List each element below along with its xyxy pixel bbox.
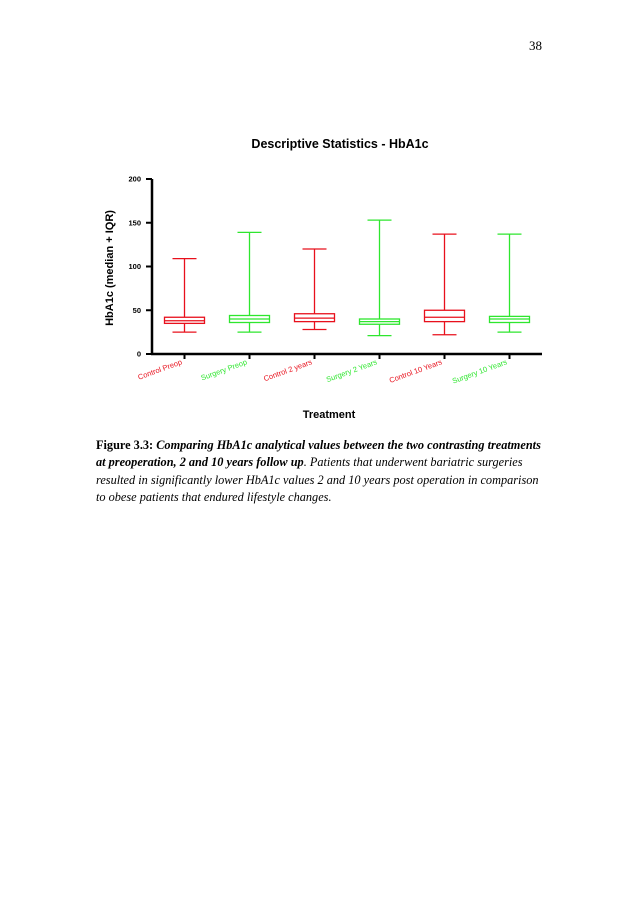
x-axis bbox=[151, 354, 542, 359]
chart-title: Descriptive Statistics - HbA1c bbox=[251, 137, 429, 151]
y-axis bbox=[128, 175, 152, 359]
x-tick-label: Surgery 2 Years bbox=[324, 357, 379, 385]
x-tick-label: Control Preop bbox=[136, 357, 184, 382]
boxes-group bbox=[165, 220, 530, 336]
y-tick-label: 100 bbox=[128, 262, 141, 271]
box-plot-2 bbox=[230, 232, 270, 332]
box-plot-6 bbox=[490, 234, 530, 332]
x-axis-label: Treatment bbox=[302, 409, 356, 421]
y-tick-label: 150 bbox=[128, 218, 141, 228]
box-plot-chart bbox=[92, 130, 562, 430]
caption-title: Comparing HbA1c analytical values between the two contrasting treatments at preoperation, 2 and 10 years follow up bbox=[96, 438, 541, 470]
box-plot-3 bbox=[295, 249, 335, 330]
y-tick-label: 0 bbox=[136, 349, 141, 359]
x-tick-label: Surgery 10 Years bbox=[451, 357, 509, 386]
x-tick-label: Control 10 Years bbox=[387, 357, 444, 385]
box-plot-1 bbox=[165, 259, 205, 333]
y-tick-label: 50 bbox=[132, 305, 141, 315]
caption-lead: Figure 3.3: bbox=[96, 438, 154, 452]
box-plot-4 bbox=[360, 220, 400, 336]
caption-body: . Patients that underwent bariatric surgeries resulted in significantly lower HbA1c values 2 and 10 years post operation in comparison to obese patients that endured lifestyle changes. bbox=[96, 455, 539, 504]
x-tick-label: Surgery Preop bbox=[199, 357, 249, 383]
figure-caption bbox=[96, 437, 546, 506]
page-number: 38 bbox=[529, 38, 542, 53]
box-plot-5 bbox=[425, 234, 465, 335]
category-labels bbox=[137, 357, 509, 385]
x-tick-label: Control 2 years bbox=[262, 357, 314, 384]
iqr-box bbox=[425, 310, 465, 321]
y-axis-label: HbA1c (median + IQR) bbox=[104, 210, 116, 326]
y-tick-label: 200 bbox=[128, 174, 141, 184]
